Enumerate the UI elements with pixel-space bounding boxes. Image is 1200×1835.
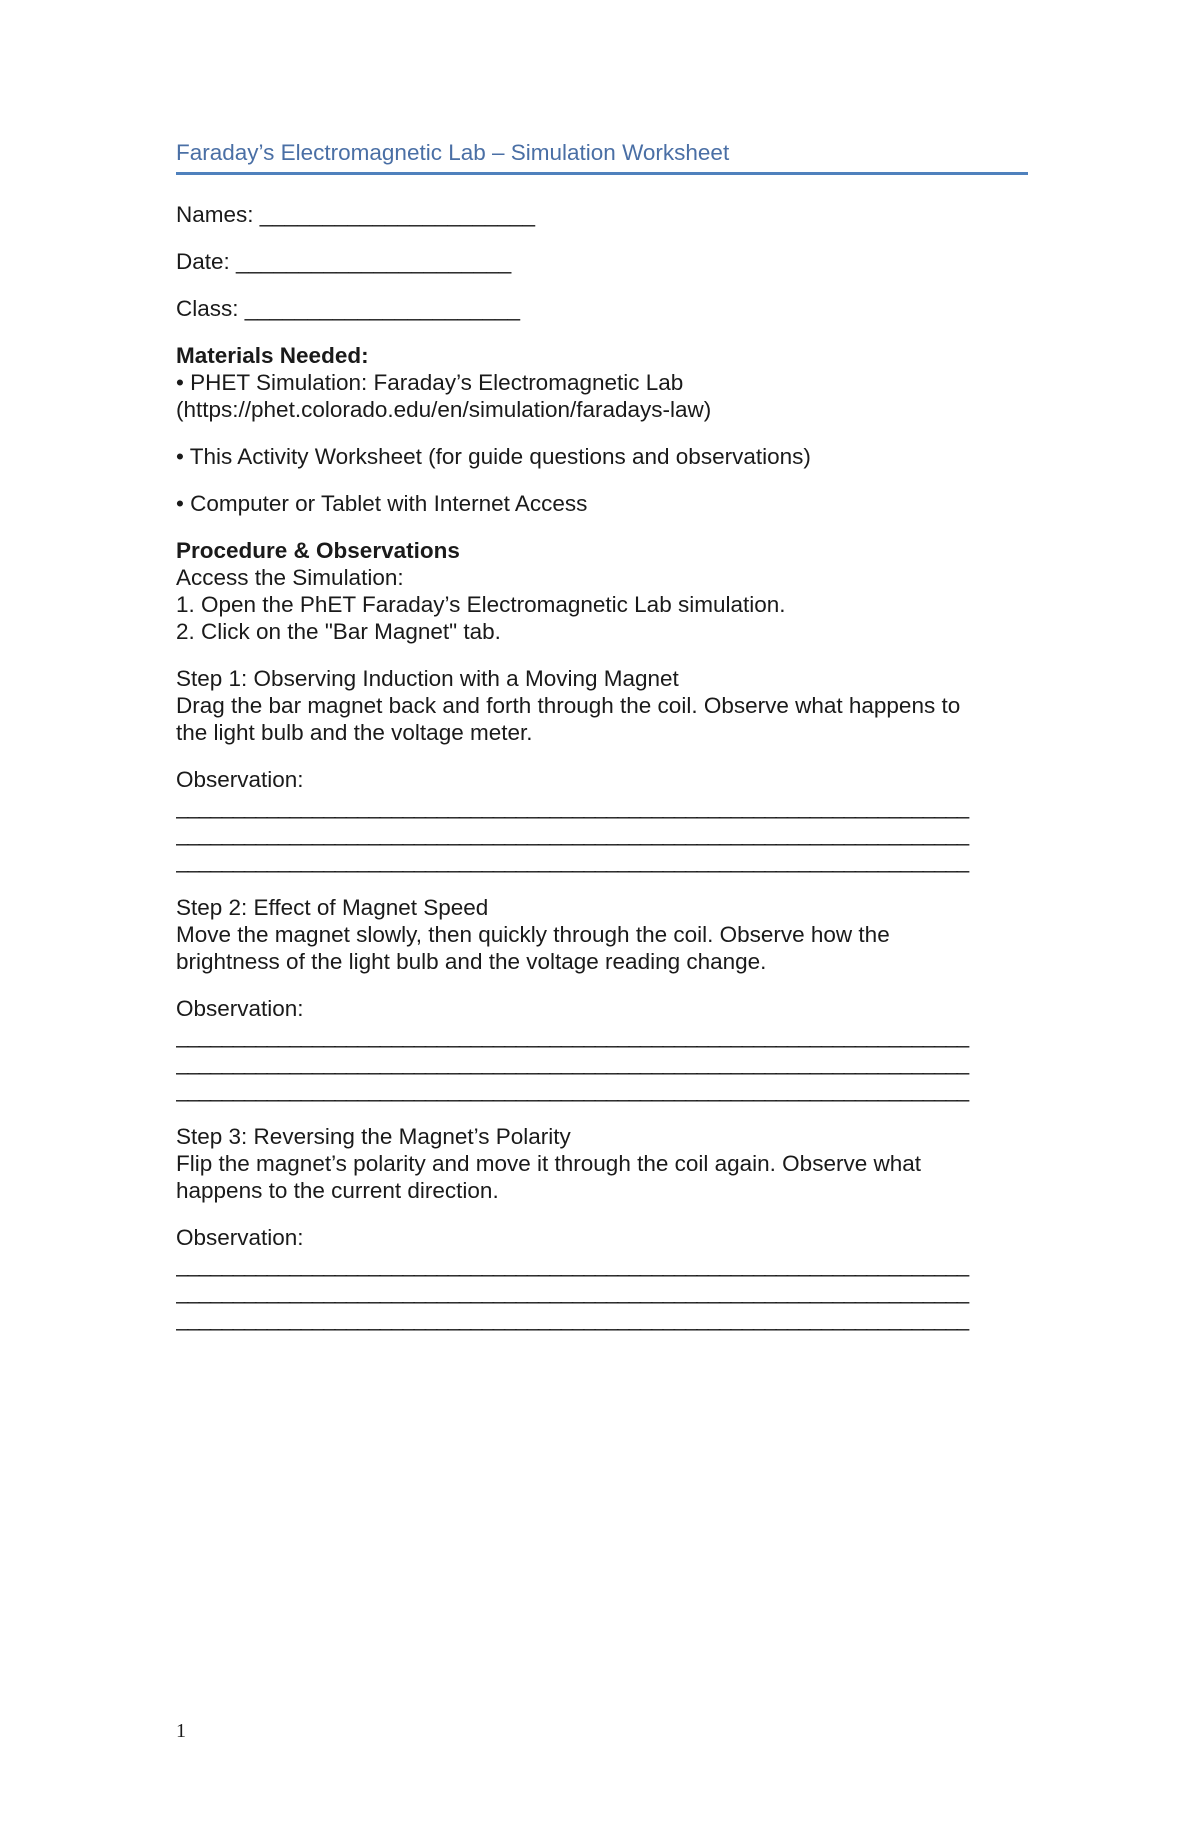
step-title: Step 1: Observing Induction with a Moving Magnet	[176, 666, 679, 691]
observation-label: Observation:	[176, 1225, 304, 1250]
page-title: Faraday’s Electromagnetic Lab – Simulation Worksheet	[176, 138, 1028, 175]
materials-item-worksheet: • This Activity Worksheet (for guide questions and observations)	[176, 444, 811, 469]
date-field: Date: ______________________	[176, 249, 512, 274]
step-title: Step 3: Reversing the Magnet’s Polarity	[176, 1124, 571, 1149]
observation-line: ______________________________________________________________________	[176, 821, 968, 846]
observation-label: Observation:	[176, 996, 304, 1021]
step-instruction: the light bulb and the voltage meter.	[176, 720, 533, 745]
observation-line: ______________________________________________________________________	[176, 1252, 968, 1277]
observation-line: ______________________________________________________________________	[176, 1023, 968, 1048]
step-section	[176, 1123, 1028, 1332]
materials-item-simulation: • PHET Simulation: Faraday’s Electromagnetic Lab	[176, 370, 684, 395]
observation-line: ______________________________________________________________________	[176, 1050, 968, 1075]
procedure-heading: Procedure & Observations	[176, 538, 460, 563]
procedure-access: Access the Simulation:	[176, 565, 404, 590]
page-number: 1	[176, 1720, 186, 1742]
observation-line: ______________________________________________________________________	[176, 794, 968, 819]
step-instruction: happens to the current direction.	[176, 1178, 499, 1203]
page-content	[176, 138, 1028, 1332]
observation-line: ______________________________________________________________________	[176, 1077, 968, 1102]
materials-item-device: • Computer or Tablet with Internet Access	[176, 491, 588, 516]
procedure-step-open: 1. Open the PhET Faraday’s Electromagnetic Lab simulation.	[176, 592, 786, 617]
step-instruction: brightness of the light bulb and the voltage reading change.	[176, 949, 767, 974]
names-field: Names: ______________________	[176, 202, 536, 227]
class-field: Class: ______________________	[176, 296, 521, 321]
observation-line: ______________________________________________________________________	[176, 1279, 968, 1304]
step-instruction: Drag the bar magnet back and forth through the coil. Observe what happens to	[176, 693, 961, 718]
step-instruction: Move the magnet slowly, then quickly through the coil. Observe how the	[176, 922, 890, 947]
materials-item-simulation-url: (https://phet.colorado.edu/en/simulation/faradays-law)	[176, 397, 712, 422]
step-instruction: Flip the magnet’s polarity and move it through the coil again. Observe what	[176, 1151, 921, 1176]
observation-label: Observation:	[176, 767, 304, 792]
procedure-step-tab: 2. Click on the "Bar Magnet" tab.	[176, 619, 501, 644]
observation-line: ______________________________________________________________________	[176, 1306, 968, 1331]
step-section	[176, 894, 1028, 1103]
step-title: Step 2: Effect of Magnet Speed	[176, 895, 489, 920]
materials-heading: Materials Needed:	[176, 343, 369, 368]
step-section	[176, 665, 1028, 874]
observation-line: ______________________________________________________________________	[176, 848, 968, 873]
